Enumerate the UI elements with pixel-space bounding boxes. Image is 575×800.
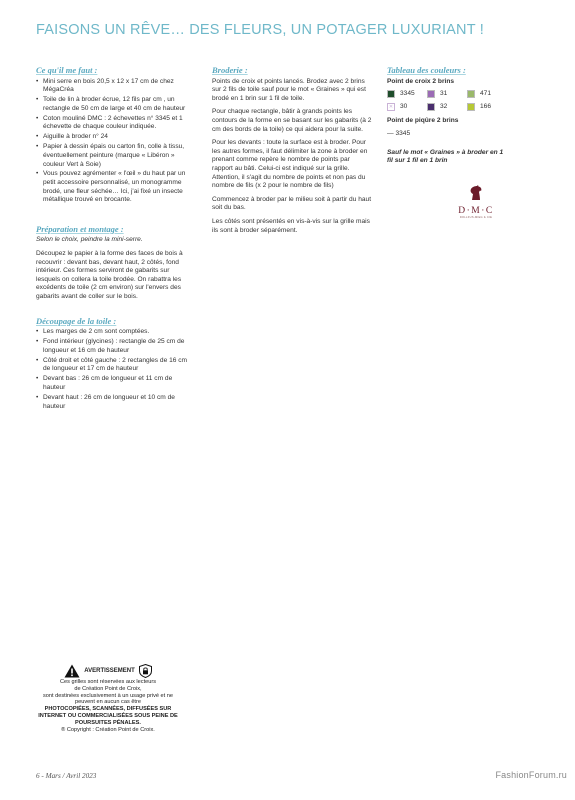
lock-icon xyxy=(139,664,152,678)
warning-line: sont destinées exclusivement à un usage privé et ne peuvent en aucun cas être xyxy=(43,692,173,706)
materials-title: Ce qu'il me faut : xyxy=(36,65,98,75)
swatch-item xyxy=(387,90,427,99)
swatch-code: 166 xyxy=(480,102,492,110)
swatch-item xyxy=(427,90,467,99)
colors-title: Tableau des couleurs : xyxy=(387,65,466,75)
list-item: • Papier à dessin épais ou carton fin, colle à tissu, éventuellement peinture (marque « Libéron » couleur Vert à Soie) xyxy=(36,143,194,169)
swatch-item xyxy=(427,103,467,112)
list-item: • Fond intérieur (glycines) : rectangle de 25 cm de longueur et 16 cm de hauteur xyxy=(36,338,194,355)
embroidery-title: Broderie : xyxy=(212,65,248,75)
swatch-chip xyxy=(427,90,435,98)
swatch-code: 471 xyxy=(480,90,492,98)
swatch-item xyxy=(467,90,507,99)
column-middle xyxy=(212,66,372,240)
embroidery-paragraph: Pour chaque rectangle, bâtir à grands points les contours de la forme en se basant sur les gabarits (à 2 cm des bords de la toile) ce qui aidera pour la suite. xyxy=(212,108,372,133)
list-item: • Aiguille à broder n° 24 xyxy=(36,133,194,142)
embroidery-paragraph: Pour les devants : toute la surface est à broder. Pour les autres formes, il faut délimiter la zone à broder en prenant comme repère le nombre de points par rapport au bâti. Celui-ci est indiqué sur la grille. Attention, il s'agit du nombre de points et non pas du nombre de fils (x 2 pour le nombre de fils) xyxy=(212,139,368,190)
backstitch-line-icon: — xyxy=(387,129,394,137)
swatch-chip: ✕ xyxy=(388,104,394,111)
backstitch-entry xyxy=(387,130,507,139)
page-header: FAISONS UN RÊVE… DES FLEURS, UN POTAGER LUXURIANT ! xyxy=(36,22,484,38)
dmc-logo xyxy=(449,185,503,225)
preparation-text: Découpez le papier à la forme des faces de bois à recouvrir : devant bas, devant haut, 2 côtés, fond intérieur. Ces formes serviront de gabarits sur lesquels on collera la toile brodée. On rabattra les excédents de toile (2 cm environ) sur l'envers des gabarits avant de coller sur le bois. xyxy=(36,250,183,301)
horse-head-icon xyxy=(466,185,486,201)
swatch-code: 30 xyxy=(400,102,408,110)
column-left xyxy=(36,66,194,421)
materials-list xyxy=(36,78,194,205)
warning-title: AVERTISSEMENT xyxy=(84,667,135,674)
backstitch-label: Point de piqûre 2 brins xyxy=(387,117,459,125)
list-item: • Mini serre en bois 20,5 x 12 x 17 cm de chez MégaCréa xyxy=(36,78,194,95)
preparation-intro: Selon le choix, peindre la mini-serre. xyxy=(36,236,143,244)
warning-copyright: ® Copyright : Création Point de Croix. xyxy=(61,726,155,733)
warning-line: Ces grilles sont réservées aux lecteurs xyxy=(59,679,157,685)
list-item: • Devant bas : 26 cm de longueur et 11 cm de hauteur xyxy=(36,375,194,392)
cutting-list xyxy=(36,328,194,411)
embroidery-paragraph: Les côtés sont présentés en vis-à-vis sur la grille mais ils sont à broder séparément. xyxy=(212,217,370,234)
swatch-item xyxy=(387,103,427,112)
swatch-chip xyxy=(387,90,395,98)
list-item: • Côté droit et côté gauche : 2 rectangles de 16 cm de longueur et 17 cm de hauteur xyxy=(36,357,194,374)
list-item: • Les marges de 2 cm sont comptées. xyxy=(36,328,194,337)
list-item: • Coton mouliné DMC : 2 échevettes n° 3345 et 1 échevette de chaque couleur indiquée. xyxy=(36,115,194,132)
list-item: • Toile de lin à broder écrue, 12 fils par cm , un rectangle de 50 cm de large et 40 cm de hauteur xyxy=(36,96,194,113)
swatch-chip xyxy=(427,103,435,111)
swatch-chip xyxy=(467,90,475,98)
swatch-code: 3345 xyxy=(400,90,415,98)
dmc-logo-text: D·M·C xyxy=(458,206,494,216)
column-right xyxy=(387,66,507,166)
embroidery-paragraph: Points de croix et points lancés. Brodez avec 2 brins sur 2 fils de toile sauf pour le mot « Graines » qui est brodé en 1 brin sur 1 fil de toile. xyxy=(212,77,366,102)
swatch-code: 32 xyxy=(440,102,448,110)
backstitch-code: 3345 xyxy=(395,129,411,137)
warning-line: de Création Point de Croix, xyxy=(74,685,142,692)
list-item: • Devant haut : 26 cm de longueur et 10 cm de hauteur xyxy=(36,394,194,411)
preparation-title: Préparation et montage : xyxy=(36,223,124,234)
embroidery-paragraph: Commencez à broder par le milieu soit à partir du haut soit du bas. xyxy=(212,195,372,212)
page-footer: 6 - Mars / Avril 2023 xyxy=(36,772,97,780)
warning-triangle-icon xyxy=(64,664,80,678)
dmc-logo-subtext: DOLLFUS-MIEG & CIE xyxy=(459,216,493,219)
watermark: FashionForum.ru xyxy=(495,770,567,780)
list-item: • Vous pouvez agrémenter « l'œil » du haut par un petit accessoire personnalisé, un monogramme brodé, une fleur séchée… Ici, j'ai fixé un insecte métallique trouvé en brocante. xyxy=(36,170,194,204)
cutting-title: Découpage de la toile : xyxy=(36,315,117,326)
swatch-code: 31 xyxy=(440,90,448,98)
color-swatches xyxy=(387,90,507,111)
warning-bold-text: PHOTOCOPIÉES, SCANNÉES, DIFFUSÉES SUR INTERNET OU COMMERCIALISÉES SOUS PEINE DE POURSUITES PÉNALES. xyxy=(38,706,178,726)
swatch-chip xyxy=(467,103,475,111)
cross-stitch-label: Point de croix 2 brins xyxy=(387,77,455,85)
swatch-item xyxy=(467,103,507,112)
copyright-warning xyxy=(38,664,178,733)
colors-note: Sauf le mot « Graines » à broder en 1 fil sur 1 fil en 1 brin xyxy=(387,148,504,165)
